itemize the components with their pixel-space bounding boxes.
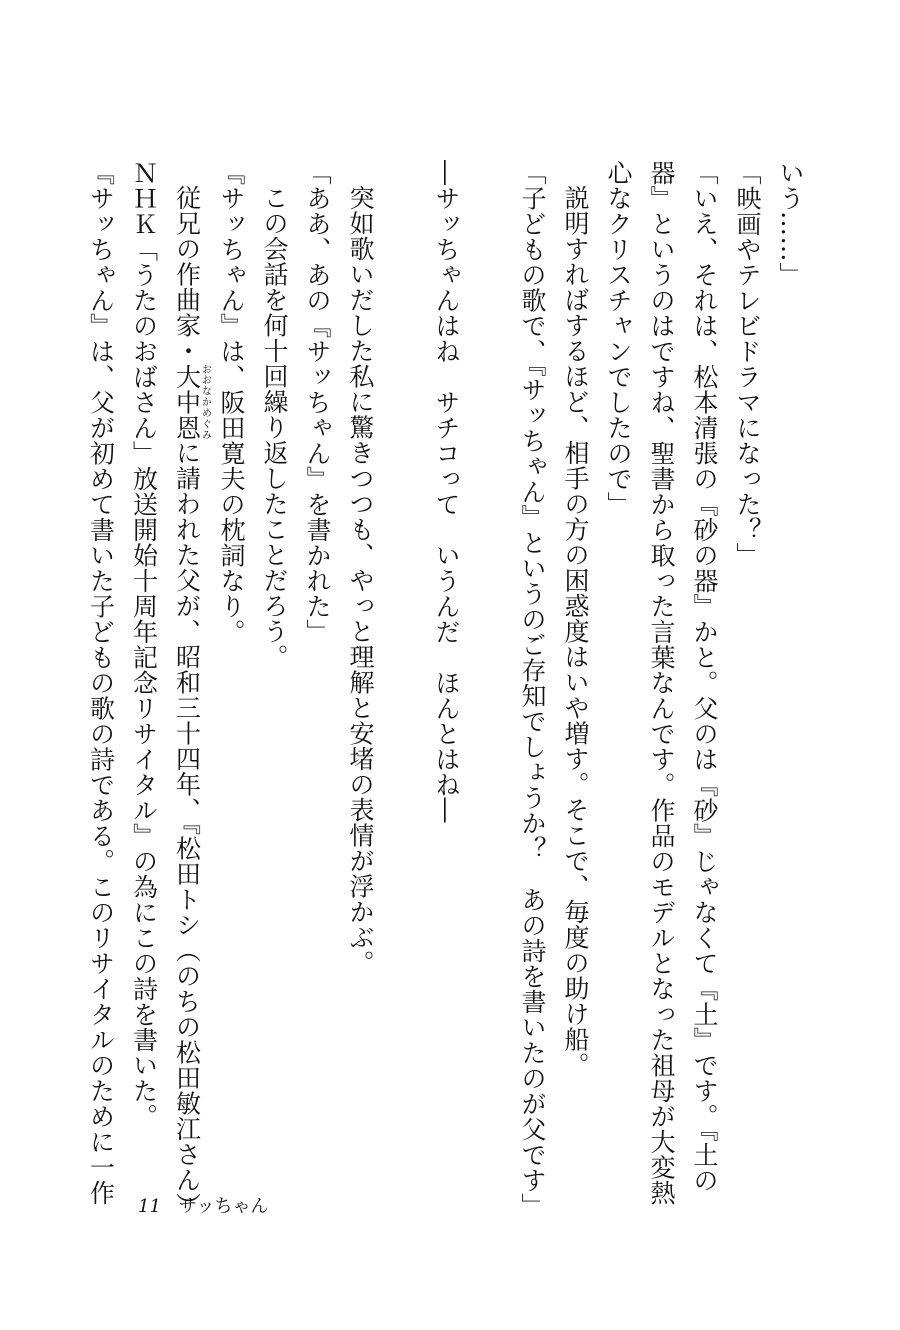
- text-line: いう……」: [776, 160, 805, 288]
- text-line: 突如歌いだした私に驚きつつも、やっと理解と安堵の表情が浮かぶ。: [346, 185, 375, 976]
- text-segment: に請われた父が、昭和三十四年、『松田トシ（のちの松田敏江さん）: [172, 440, 202, 1218]
- ruby-name: [172, 363, 211, 441]
- text-segment: 従兄の作曲家・: [172, 185, 202, 364]
- page-footer: [138, 1192, 269, 1218]
- page-number: 11: [138, 1196, 161, 1217]
- text-line: 『サッちゃん』は、阪田寛夫の枕詞なり。: [217, 160, 246, 645]
- ruby-base: 大中恩: [172, 363, 202, 440]
- ruby-reading: おおなかめぐみ: [199, 363, 211, 440]
- text-line: ＮＨＫ「うたのおばさん」放送開始十周年記念リサイタル』の為にこの詩を書いた。: [129, 160, 159, 1129]
- text-line: 「いえ、それは、松本清張の『砂の器』かと。父のは『砂』じゃなくて『土』です。『土の: [690, 160, 719, 1193]
- running-title: サッちゃん: [178, 1196, 269, 1217]
- text-line: 「ああ、あの『サッちゃん』を書かれた」: [303, 160, 332, 645]
- text-line: 『サッちゃん』は、父が初めて書いた子どもの歌の詩である。このリサイタルのために一作: [86, 160, 116, 1206]
- text-line: 説明すればするほど、相手の方の困惑度はいや増す。そこで、毎度の助け船。: [561, 185, 590, 1078]
- song-lyric-line: ―サッちゃんはね サチコって いうんだ ほんとはね―: [432, 160, 461, 823]
- text-line: この会話を何十回繰り返したことだろう。: [260, 185, 289, 670]
- blank-line: [382, 160, 425, 1160]
- blank-line: [468, 160, 511, 1160]
- text-line: [166, 160, 211, 1218]
- text-line: 「子どもの歌で、『サッちゃん』というのご存知でしょうか？ あの詩を書いたのが父です」: [518, 160, 547, 1219]
- text-line: 器』というのはですね、聖書から取った言葉なんです。作品のモデルとなった祖母が大変熱: [647, 160, 676, 1206]
- text-line: 「映画やテレビドラマになった？」: [733, 160, 762, 568]
- text-line: 心なクリスチャンでしたので」: [604, 160, 633, 517]
